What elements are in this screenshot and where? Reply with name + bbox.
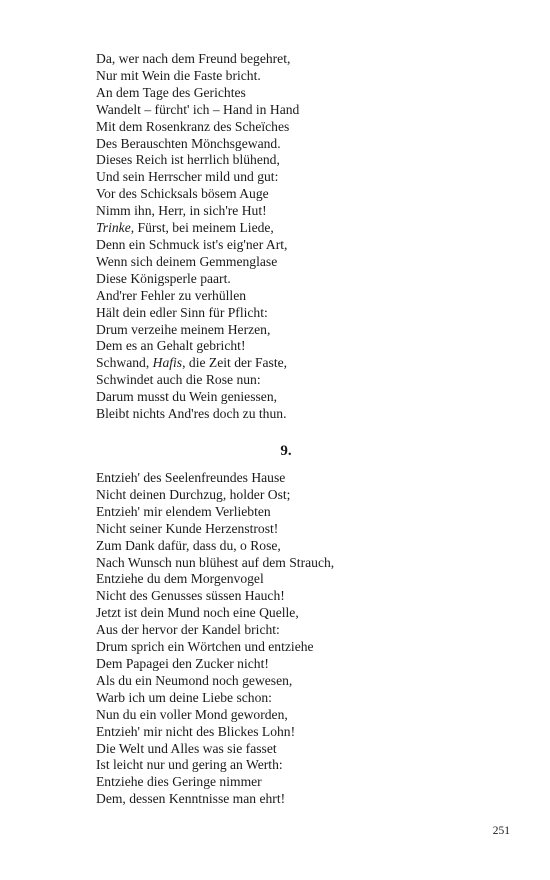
verse-text: Nimm ihn, Herr, in sich're Hut! <box>96 203 267 219</box>
verse-line <box>96 186 299 203</box>
verse-text: Mit dem Rosenkranz des Scheïches <box>96 118 290 134</box>
verse-line <box>96 571 334 588</box>
verse-text: Nach Wunsch nun blühest auf dem Strauch, <box>96 554 335 570</box>
verse-text: Nicht deinen Durchzug, holder Ost; <box>96 486 291 502</box>
verse-line <box>96 707 334 724</box>
verse-line <box>96 555 334 572</box>
verse-line <box>96 673 334 690</box>
poem-stanza-9 <box>96 470 334 808</box>
verse-line <box>96 774 334 791</box>
verse-text: Da, wer nach dem Freund begehret, <box>96 51 291 66</box>
verse-text: Nur mit Wein die Faste bricht. <box>96 67 261 83</box>
verse-line <box>96 102 299 119</box>
verse-line <box>96 791 334 808</box>
verse-line <box>96 757 334 774</box>
verse-text: Vor des Schicksals bösem Auge <box>96 186 269 202</box>
verse-text: Jetzt ist dein Mund noch eine Quelle, <box>96 605 299 621</box>
verse-line <box>96 724 334 741</box>
verse-text: Als du ein Neumond noch gewesen, <box>96 672 293 688</box>
verse-text: Darum musst du Wein geniessen, <box>96 389 278 405</box>
verse-line <box>96 605 334 622</box>
verse-text: Nicht des Genusses süssen Hauch! <box>96 588 285 604</box>
verse-text: , die Zeit der Faste, <box>182 355 288 371</box>
verse-text: Schwindet auch die Rose nun: <box>96 372 261 388</box>
verse-line <box>96 288 299 305</box>
verse-text: Des Berauschten Mönchsgewand. <box>96 135 281 151</box>
verse-text: Dem Papagei den Zucker nicht! <box>96 655 269 671</box>
verse-text: Nun du ein voller Mond geworden, <box>96 706 288 722</box>
verse-line <box>96 406 299 423</box>
verse-text: Aus der hervor der Kandel bricht: <box>96 622 280 638</box>
verse-text-italic: Trinke <box>96 220 131 236</box>
verse-line <box>96 355 299 372</box>
verse-line <box>96 305 299 322</box>
verse-line <box>96 85 299 102</box>
verse-text: , Fürst, bei meinem Liede, <box>130 220 274 236</box>
verse-text: Entzieh' mir nicht des Blickes Lohn! <box>96 723 296 739</box>
section-number: 9. <box>280 443 292 459</box>
verse-text: Wenn sich deinem Gemmenglase <box>96 253 278 269</box>
verse-line <box>96 504 334 521</box>
verse-text: Und sein Herrscher mild und gut: <box>96 169 279 185</box>
verse-text: Hält dein edler Sinn für Pflicht: <box>96 304 268 320</box>
verse-line <box>96 338 299 355</box>
verse-line <box>96 119 299 136</box>
verse-line <box>96 538 334 555</box>
verse-text: Entziehe dies Geringe nimmer <box>96 774 262 790</box>
verse-text: Dem es an Gehalt gebricht! <box>96 338 246 354</box>
verse-line <box>96 622 334 639</box>
verse-text: Warb ich um deine Liebe schon: <box>96 689 272 705</box>
verse-line <box>96 690 334 707</box>
verse-line <box>96 741 334 758</box>
verse-text: Zum Dank dafür, dass du, o Rose, <box>96 537 281 553</box>
verse-line <box>96 389 299 406</box>
verse-line <box>96 521 334 538</box>
verse-line <box>96 136 299 153</box>
poem-stanza-continued <box>96 51 299 423</box>
verse-text: Wandelt – fürcht' ich – Hand in Hand <box>96 101 300 117</box>
verse-line <box>96 656 334 673</box>
verse-line <box>96 51 299 68</box>
verse-line <box>96 254 299 271</box>
verse-text: An dem Tage des Gerichtes <box>96 84 246 100</box>
verse-line <box>96 470 334 487</box>
verse-text: Dem, dessen Kenntnisse man ehrt! <box>96 791 286 807</box>
verse-text: And'rer Fehler zu verhüllen <box>96 287 247 303</box>
verse-text: Schwand, <box>96 355 153 371</box>
verse-line <box>96 588 334 605</box>
verse-line <box>96 271 299 288</box>
verse-line <box>96 220 299 237</box>
verse-text: Entzieh' mir elendem Verliebten <box>96 503 271 519</box>
verse-line <box>96 203 299 220</box>
verse-line <box>96 487 334 504</box>
verse-text: Denn ein Schmuck ist's eig'ner Art, <box>96 236 288 252</box>
verse-text: Ist leicht nur und gering an Werth: <box>96 757 283 773</box>
page-number: 251 <box>492 825 510 837</box>
verse-text: Entzieh' des Seelenfreundes Hause <box>96 470 286 485</box>
verse-text: Diese Königsperle paart. <box>96 270 231 286</box>
verse-line <box>96 237 299 254</box>
verse-line <box>96 372 299 389</box>
verse-line <box>96 322 299 339</box>
verse-text-italic: Hafis <box>152 355 183 371</box>
verse-text: Drum verzeihe meinem Herzen, <box>96 321 271 337</box>
verse-text: Die Welt und Alles was sie fasset <box>96 740 277 756</box>
verse-text: Entziehe du dem Morgenvogel <box>96 571 264 587</box>
verse-text: Bleibt nichts And'res doch zu thun. <box>96 406 287 422</box>
verse-line <box>96 169 299 186</box>
verse-text: Nicht seiner Kunde Herzenstrost! <box>96 520 279 536</box>
verse-line <box>96 68 299 85</box>
verse-text: Drum sprich ein Wörtchen und entziehe <box>96 639 314 655</box>
verse-line <box>96 152 299 169</box>
verse-line <box>96 639 334 656</box>
verse-text: Dieses Reich ist herrlich blühend, <box>96 152 280 168</box>
